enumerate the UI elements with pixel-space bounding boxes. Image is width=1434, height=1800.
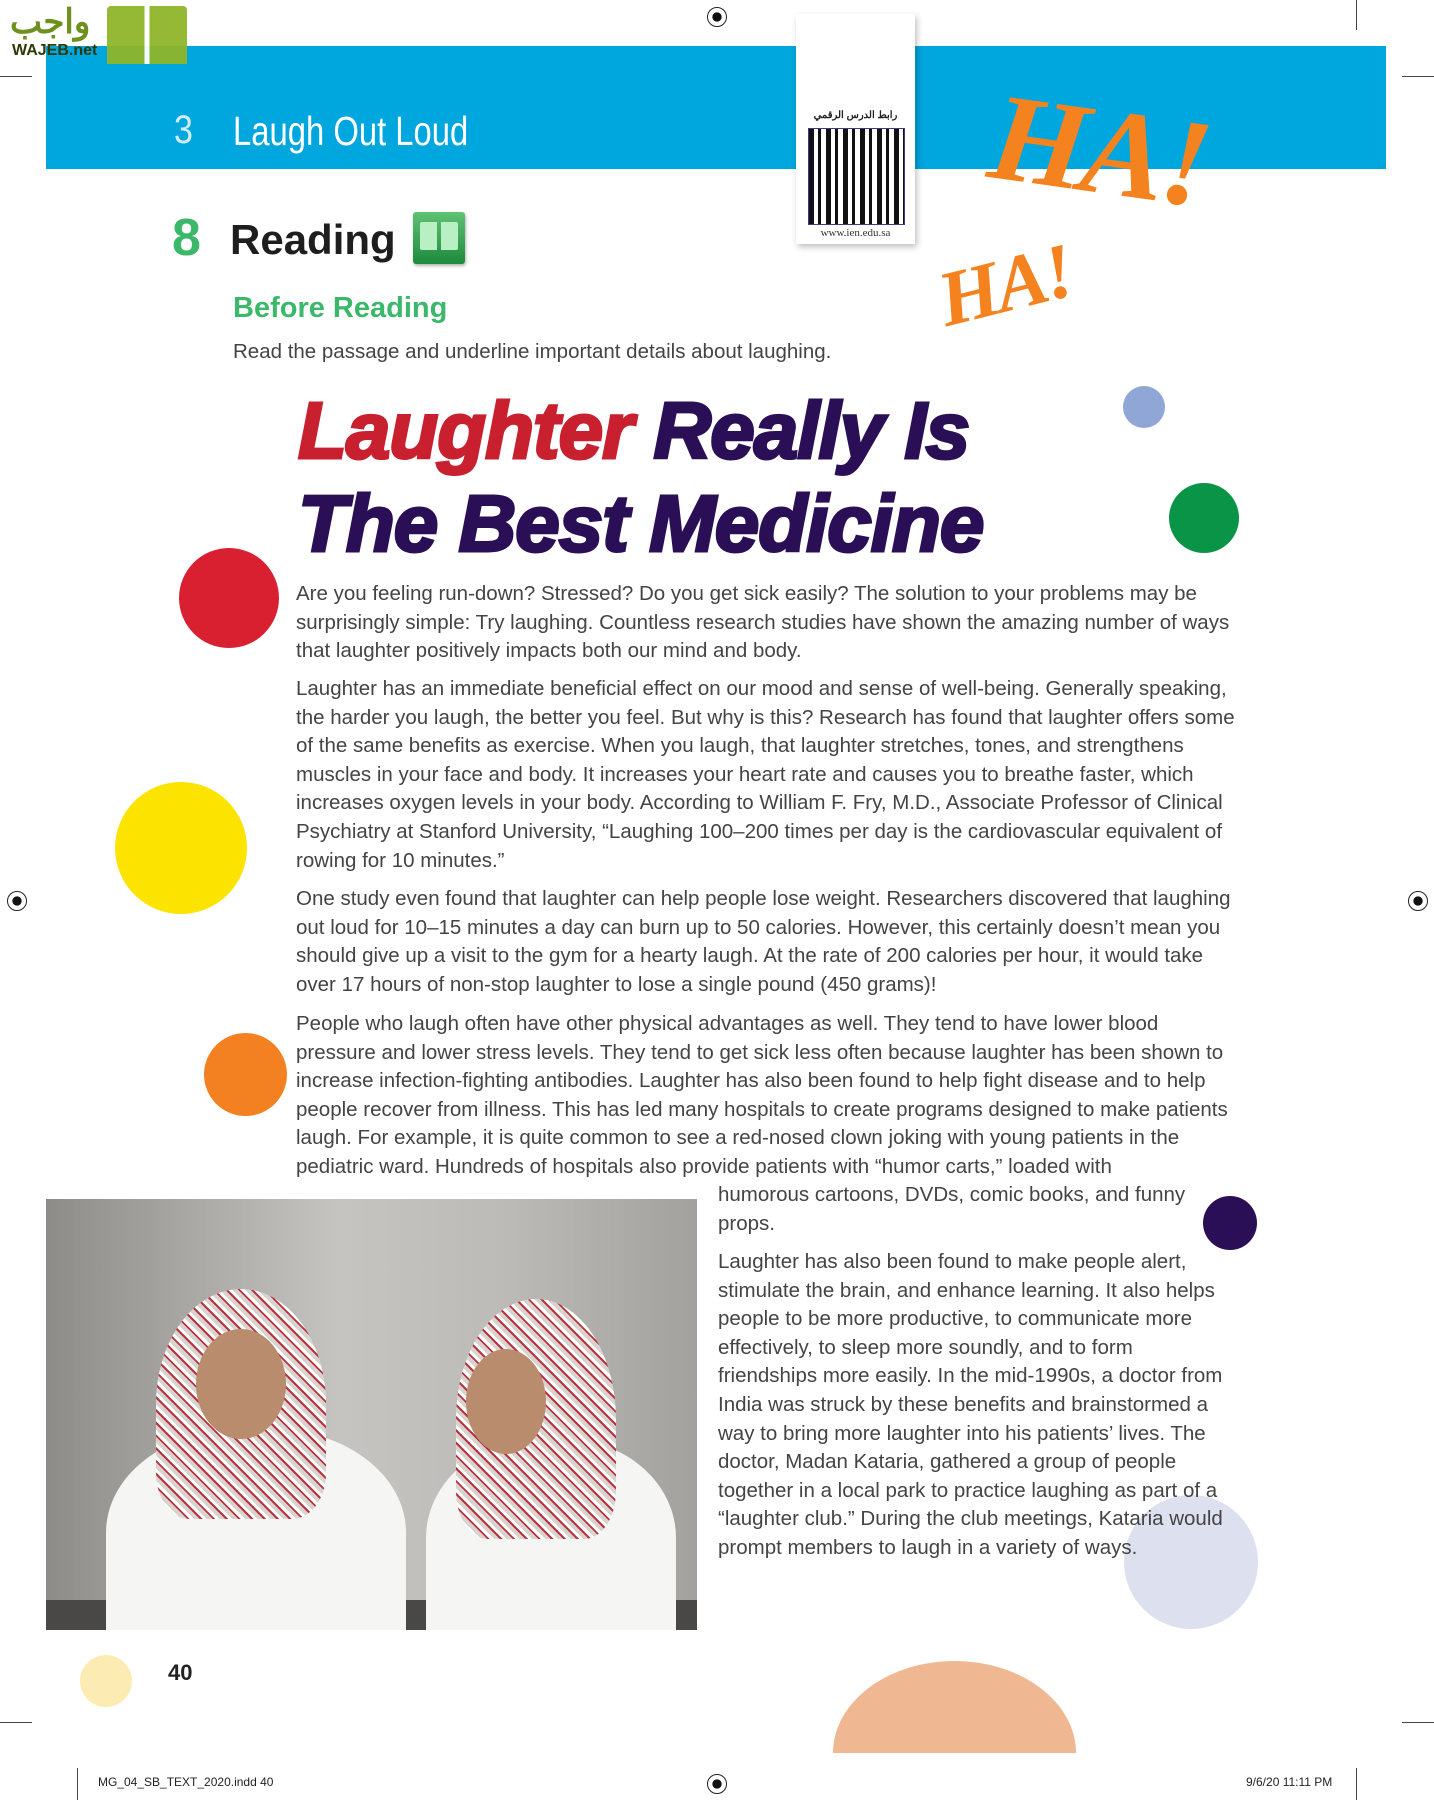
registration-mark-icon (707, 1774, 727, 1794)
footer-filename: MG_04_SB_TEXT_2020.indd 40 (98, 1775, 274, 1789)
logo-book-icon (107, 6, 187, 64)
registration-mark-icon (7, 891, 27, 911)
title-word-laughter: Laughter (298, 386, 633, 475)
page-corner-icon (80, 1655, 132, 1707)
crop-mark (77, 1768, 78, 1800)
unit-number: 3 (174, 108, 193, 152)
photo-two-men-laughing (46, 1199, 697, 1630)
footer-date: 9/6/20 11:11 PM (1246, 1775, 1333, 1789)
photo-face-left (196, 1329, 286, 1439)
page-number: 40 (168, 1660, 193, 1685)
half-circle-decoration-peach (833, 1661, 1076, 1753)
qr-code-icon[interactable] (808, 128, 905, 225)
title-really-is: Really Is (632, 386, 970, 475)
ha-large-decoration: HA! (981, 67, 1216, 235)
article-paragraph: Are you feeling run-down? Stressed? Do you get sick easily? The solution to your problems may be surprisingly simple: Try laughing. Countless research studies have shown the amazing number of ways that laughter positively impacts both our mind and body. (296, 582, 1230, 663)
registration-mark-icon (707, 7, 727, 27)
circle-decoration-orange (204, 1033, 287, 1116)
crop-mark (1402, 76, 1434, 77)
section-title: Reading (230, 216, 396, 263)
article-paragraph: Laughter has also been found to make people alert, stimulate the brain, and enhance learning. It also helps people to be more productive, to communicate more effectively, to sleep more soundly, and to form friendships more easily. In the mid-1990s, a doctor from India was struck by these benefits and brainstormed a way to bring more laughter into his patients’ lives. The doctor, Madan Kataria, gathered a group of people together in a local park to practice laughing as part of a “laughter club.” During the club meetings, Kataria would prompt members to laugh in a variety of ways. (718, 1250, 1223, 1559)
article-paragraph: People who laugh often have other physical advantages as well. They tend to have lower blood pressure and lower stress levels. They tend to get sick less often because laughter has been shown to increase infection-fighting antibodies. Laughter has also been found to help fight disease and to help people recover from illness. This has led many hospitals to create programs designed to make patients laugh. For example, it is quite common to see a red-nosed clown joking with young patients in the pediatric ward. Hundreds of hospitals also provide patients with “humor carts,” loaded with (296, 1012, 1228, 1178)
circle-decoration-lightblue (1123, 386, 1165, 428)
photo-face-right (466, 1349, 546, 1454)
ha-small-decoration: HA! (929, 226, 1081, 343)
article-title-line2: The Best Medicine (298, 479, 984, 568)
section-number: 8 (172, 209, 201, 267)
circle-decoration-green (1169, 483, 1239, 553)
qr-code-card[interactable] (796, 14, 915, 244)
registration-mark-icon (1408, 891, 1428, 911)
crop-mark (1356, 0, 1357, 30)
logo-arabic-text: واجب (10, 3, 91, 41)
circle-decoration-yellow (115, 782, 247, 914)
crop-mark (1356, 1768, 1357, 1800)
article-paragraph: Laughter has an immediate beneficial effect on our mood and sense of well-being. Generally speaking, the harder you laugh, the better you feel. But why is this? Research has found that laughter offers some of the same benefits as exercise. When you laugh, that laughter stretches, tones, and strengthens muscles in your face and body. It increases your heart rate and causes you to breathe faster, which increases oxygen levels in your body. According to William F. Fry, M.D., Associate Professor of Clinical Psychiatry at Stanford University, “Laughing 100–200 times per day is the cardiovascular equivalent of rowing for 10 minutes.” (296, 677, 1235, 872)
circle-decoration-red (179, 548, 279, 648)
article-paragraph: One study even found that laughter can help people lose weight. Researchers discovered that laughing out loud for 10–15 minutes a day can burn up to 50 calories. However, this certainly doesn’t mean you should give up a visit to the gym for a hearty laugh. At the rate of 200 calories per hour, it would take over 17 hours of non-stop laughter to lose a single pound (450 grams)! (296, 887, 1231, 996)
circle-decoration-purple (1203, 1196, 1257, 1250)
qr-label: رابط الدرس الرقمي (813, 110, 898, 121)
crop-mark (1402, 1722, 1434, 1723)
qr-url: www.ien.edu.sa (820, 227, 891, 239)
before-reading-instruction: Read the passage and underline important details about laughing. (233, 340, 832, 363)
unit-title: Laugh Out Loud (233, 108, 469, 154)
wajeb-logo (0, 0, 195, 66)
crop-mark (0, 76, 32, 77)
logo-latin-text: WAJEB.net (12, 42, 98, 59)
before-reading-heading: Before Reading (233, 292, 448, 324)
article-paragraph-continued: humorous cartoons, DVDs, comic books, and funny props. (718, 1183, 1186, 1235)
article-title-line1 (298, 385, 969, 477)
crop-mark (0, 1722, 32, 1723)
book-icon (413, 212, 465, 264)
